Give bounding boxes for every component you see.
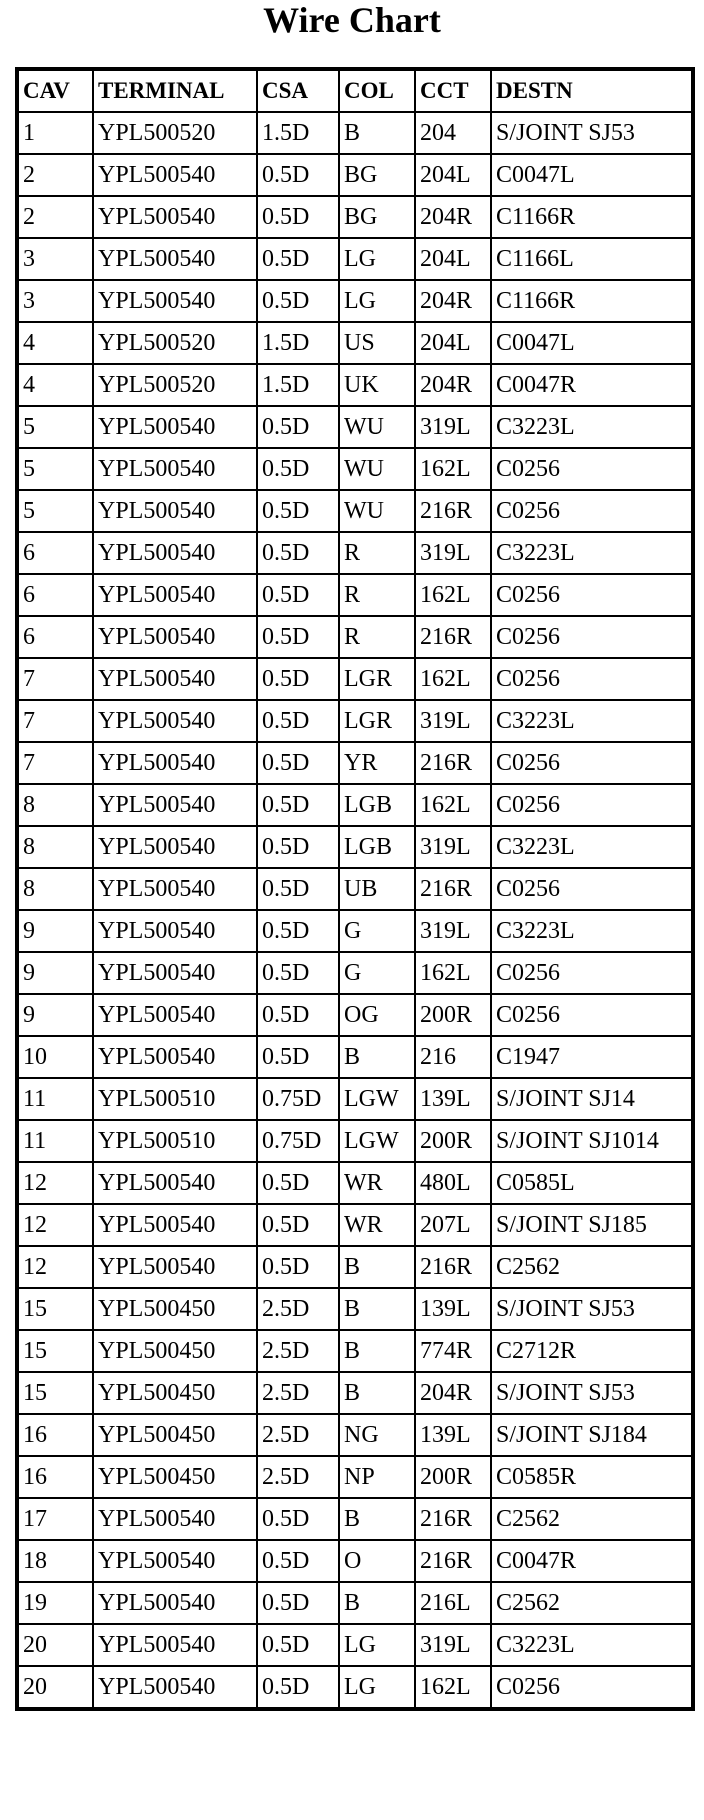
cell-destn: C0256 xyxy=(491,784,693,826)
cell-terminal: YPL500540 xyxy=(93,1204,257,1246)
cell-col: BG xyxy=(339,154,415,196)
cell-terminal: YPL500520 xyxy=(93,322,257,364)
table-row xyxy=(17,700,693,742)
cell-destn: C3223L xyxy=(491,910,693,952)
cell-cct: 204L xyxy=(415,238,491,280)
cell-col: NG xyxy=(339,1414,415,1456)
cell-cav: 5 xyxy=(17,448,93,490)
cell-col: B xyxy=(339,1288,415,1330)
table-row xyxy=(17,1582,693,1624)
cell-terminal: YPL500540 xyxy=(93,700,257,742)
table-row xyxy=(17,910,693,952)
cell-cct: 216R xyxy=(415,1540,491,1582)
cell-cct: 216R xyxy=(415,742,491,784)
table-row xyxy=(17,364,693,406)
cell-csa: 0.5D xyxy=(257,1666,339,1709)
cell-cct: 319L xyxy=(415,910,491,952)
cell-col: LG xyxy=(339,238,415,280)
cell-cav: 7 xyxy=(17,700,93,742)
table-row xyxy=(17,1246,693,1288)
table-row xyxy=(17,1162,693,1204)
cell-destn: C0256 xyxy=(491,490,693,532)
cell-csa: 0.5D xyxy=(257,826,339,868)
cell-cct: 216R xyxy=(415,868,491,910)
cell-col: LG xyxy=(339,280,415,322)
cell-terminal: YPL500540 xyxy=(93,868,257,910)
cell-terminal: YPL500540 xyxy=(93,952,257,994)
table-row xyxy=(17,448,693,490)
cell-cav: 8 xyxy=(17,868,93,910)
cell-col: G xyxy=(339,952,415,994)
cell-cav: 16 xyxy=(17,1456,93,1498)
cell-csa: 0.5D xyxy=(257,154,339,196)
cell-cav: 16 xyxy=(17,1414,93,1456)
cell-cct: 216R xyxy=(415,616,491,658)
cell-destn: C1166R xyxy=(491,196,693,238)
cell-col: LGB xyxy=(339,784,415,826)
cell-col: R xyxy=(339,616,415,658)
cell-destn: C3223L xyxy=(491,406,693,448)
cell-csa: 1.5D xyxy=(257,112,339,154)
table-row xyxy=(17,1120,693,1162)
cell-col: G xyxy=(339,910,415,952)
table-row xyxy=(17,532,693,574)
cell-cct: 204 xyxy=(415,112,491,154)
cell-csa: 2.5D xyxy=(257,1372,339,1414)
cell-cav: 2 xyxy=(17,154,93,196)
cell-csa: 0.75D xyxy=(257,1120,339,1162)
cell-col: LGR xyxy=(339,658,415,700)
cell-cav: 5 xyxy=(17,490,93,532)
cell-csa: 2.5D xyxy=(257,1330,339,1372)
cell-cav: 8 xyxy=(17,784,93,826)
cell-destn: C2562 xyxy=(491,1582,693,1624)
cell-cct: 200R xyxy=(415,994,491,1036)
cell-col: WU xyxy=(339,406,415,448)
cell-csa: 0.5D xyxy=(257,406,339,448)
table-row xyxy=(17,868,693,910)
cell-csa: 0.5D xyxy=(257,1036,339,1078)
table-row xyxy=(17,490,693,532)
cell-cct: 139L xyxy=(415,1078,491,1120)
cell-destn: C3223L xyxy=(491,532,693,574)
cell-cct: 162L xyxy=(415,658,491,700)
cell-destn: S/JOINT SJ53 xyxy=(491,1288,693,1330)
header-cct: CCT xyxy=(415,69,491,112)
cell-cav: 15 xyxy=(17,1288,93,1330)
cell-terminal: YPL500540 xyxy=(93,1582,257,1624)
cell-terminal: YPL500540 xyxy=(93,490,257,532)
cell-cav: 20 xyxy=(17,1624,93,1666)
cell-csa: 0.5D xyxy=(257,490,339,532)
cell-terminal: YPL500540 xyxy=(93,1498,257,1540)
cell-col: R xyxy=(339,574,415,616)
cell-col: WR xyxy=(339,1204,415,1246)
cell-destn: C0256 xyxy=(491,952,693,994)
cell-destn: C2562 xyxy=(491,1246,693,1288)
cell-cct: 216R xyxy=(415,490,491,532)
cell-terminal: YPL500540 xyxy=(93,826,257,868)
cell-csa: 0.5D xyxy=(257,742,339,784)
cell-cct: 200R xyxy=(415,1456,491,1498)
cell-destn: C0256 xyxy=(491,742,693,784)
cell-csa: 0.5D xyxy=(257,280,339,322)
cell-cct: 139L xyxy=(415,1414,491,1456)
cell-destn: S/JOINT SJ1014 xyxy=(491,1120,693,1162)
cell-cct: 162L xyxy=(415,784,491,826)
table-row xyxy=(17,1036,693,1078)
cell-destn: C0585L xyxy=(491,1162,693,1204)
table-body xyxy=(17,112,693,1709)
cell-csa: 0.75D xyxy=(257,1078,339,1120)
cell-csa: 0.5D xyxy=(257,1582,339,1624)
cell-cav: 6 xyxy=(17,532,93,574)
cell-col: LG xyxy=(339,1624,415,1666)
table-row xyxy=(17,1204,693,1246)
cell-terminal: YPL500540 xyxy=(93,658,257,700)
cell-cct: 480L xyxy=(415,1162,491,1204)
cell-csa: 2.5D xyxy=(257,1456,339,1498)
cell-col: B xyxy=(339,112,415,154)
cell-cav: 17 xyxy=(17,1498,93,1540)
table-row xyxy=(17,952,693,994)
cell-col: UK xyxy=(339,364,415,406)
cell-destn: C0256 xyxy=(491,658,693,700)
cell-cav: 11 xyxy=(17,1120,93,1162)
cell-csa: 2.5D xyxy=(257,1288,339,1330)
cell-terminal: YPL500540 xyxy=(93,1540,257,1582)
cell-col: LGR xyxy=(339,700,415,742)
cell-col: LGB xyxy=(339,826,415,868)
cell-terminal: YPL500540 xyxy=(93,154,257,196)
cell-cct: 216R xyxy=(415,1246,491,1288)
cell-csa: 0.5D xyxy=(257,868,339,910)
cell-cav: 20 xyxy=(17,1666,93,1709)
cell-cav: 4 xyxy=(17,322,93,364)
cell-cav: 3 xyxy=(17,280,93,322)
cell-col: B xyxy=(339,1372,415,1414)
cell-cct: 319L xyxy=(415,406,491,448)
cell-destn: C0256 xyxy=(491,994,693,1036)
header-col: COL xyxy=(339,69,415,112)
table-row xyxy=(17,1498,693,1540)
cell-csa: 0.5D xyxy=(257,196,339,238)
cell-cct: 774R xyxy=(415,1330,491,1372)
wire-chart-table xyxy=(15,67,695,1711)
cell-cav: 9 xyxy=(17,910,93,952)
cell-destn: C1166R xyxy=(491,280,693,322)
cell-terminal: YPL500540 xyxy=(93,1036,257,1078)
cell-cav: 18 xyxy=(17,1540,93,1582)
cell-csa: 0.5D xyxy=(257,1624,339,1666)
cell-destn: C2712R xyxy=(491,1330,693,1372)
cell-cav: 19 xyxy=(17,1582,93,1624)
table-row xyxy=(17,784,693,826)
cell-col: WU xyxy=(339,490,415,532)
cell-terminal: YPL500450 xyxy=(93,1372,257,1414)
cell-destn: S/JOINT SJ53 xyxy=(491,112,693,154)
cell-csa: 0.5D xyxy=(257,700,339,742)
cell-terminal: YPL500540 xyxy=(93,784,257,826)
cell-cct: 204L xyxy=(415,322,491,364)
cell-terminal: YPL500540 xyxy=(93,742,257,784)
cell-destn: C2562 xyxy=(491,1498,693,1540)
cell-col: B xyxy=(339,1330,415,1372)
cell-cct: 162L xyxy=(415,952,491,994)
cell-col: WR xyxy=(339,1162,415,1204)
cell-csa: 0.5D xyxy=(257,1540,339,1582)
cell-csa: 0.5D xyxy=(257,616,339,658)
cell-csa: 0.5D xyxy=(257,994,339,1036)
cell-col: B xyxy=(339,1036,415,1078)
cell-terminal: YPL500450 xyxy=(93,1414,257,1456)
cell-csa: 0.5D xyxy=(257,784,339,826)
cell-destn: C0047R xyxy=(491,1540,693,1582)
cell-col: B xyxy=(339,1582,415,1624)
cell-col: OG xyxy=(339,994,415,1036)
cell-cav: 4 xyxy=(17,364,93,406)
cell-cav: 6 xyxy=(17,616,93,658)
table-row xyxy=(17,406,693,448)
cell-cav: 9 xyxy=(17,952,93,994)
header-terminal: TERMINAL xyxy=(93,69,257,112)
cell-csa: 0.5D xyxy=(257,238,339,280)
cell-terminal: YPL500520 xyxy=(93,364,257,406)
cell-cav: 1 xyxy=(17,112,93,154)
table-row xyxy=(17,322,693,364)
cell-csa: 0.5D xyxy=(257,448,339,490)
cell-terminal: YPL500540 xyxy=(93,1666,257,1709)
cell-cct: 162L xyxy=(415,574,491,616)
cell-cav: 6 xyxy=(17,574,93,616)
table-row xyxy=(17,616,693,658)
cell-terminal: YPL500450 xyxy=(93,1330,257,1372)
cell-terminal: YPL500520 xyxy=(93,112,257,154)
cell-destn: C0047L xyxy=(491,322,693,364)
cell-destn: C1166L xyxy=(491,238,693,280)
table-row xyxy=(17,1456,693,1498)
cell-terminal: YPL500540 xyxy=(93,406,257,448)
table-row xyxy=(17,1624,693,1666)
cell-terminal: YPL500540 xyxy=(93,196,257,238)
table-row xyxy=(17,1540,693,1582)
cell-cav: 5 xyxy=(17,406,93,448)
cell-csa: 0.5D xyxy=(257,658,339,700)
cell-cav: 10 xyxy=(17,1036,93,1078)
header-csa: CSA xyxy=(257,69,339,112)
cell-destn: S/JOINT SJ185 xyxy=(491,1204,693,1246)
table-row xyxy=(17,1288,693,1330)
cell-col: B xyxy=(339,1498,415,1540)
cell-destn: C0047R xyxy=(491,364,693,406)
cell-terminal: YPL500510 xyxy=(93,1120,257,1162)
cell-destn: C0585R xyxy=(491,1456,693,1498)
cell-terminal: YPL500540 xyxy=(93,532,257,574)
table-row xyxy=(17,196,693,238)
cell-destn: C0256 xyxy=(491,1666,693,1709)
cell-cav: 9 xyxy=(17,994,93,1036)
header-destn: DESTN xyxy=(491,69,693,112)
cell-cav: 15 xyxy=(17,1330,93,1372)
table-row xyxy=(17,574,693,616)
cell-cct: 216 xyxy=(415,1036,491,1078)
cell-destn: C1947 xyxy=(491,1036,693,1078)
cell-csa: 1.5D xyxy=(257,364,339,406)
table-row xyxy=(17,994,693,1036)
cell-destn: C0256 xyxy=(491,868,693,910)
table-row xyxy=(17,658,693,700)
cell-cct: 139L xyxy=(415,1288,491,1330)
cell-col: NP xyxy=(339,1456,415,1498)
cell-csa: 0.5D xyxy=(257,910,339,952)
cell-destn: C0256 xyxy=(491,574,693,616)
cell-terminal: YPL500540 xyxy=(93,994,257,1036)
cell-terminal: YPL500450 xyxy=(93,1456,257,1498)
cell-cav: 3 xyxy=(17,238,93,280)
cell-cav: 12 xyxy=(17,1204,93,1246)
cell-csa: 0.5D xyxy=(257,1498,339,1540)
cell-col: LG xyxy=(339,1666,415,1709)
cell-destn: S/JOINT SJ14 xyxy=(491,1078,693,1120)
cell-terminal: YPL500540 xyxy=(93,1162,257,1204)
cell-col: YR xyxy=(339,742,415,784)
cell-cav: 2 xyxy=(17,196,93,238)
table-row xyxy=(17,238,693,280)
cell-terminal: YPL500540 xyxy=(93,280,257,322)
cell-cct: 319L xyxy=(415,826,491,868)
cell-terminal: YPL500540 xyxy=(93,910,257,952)
table-row xyxy=(17,742,693,784)
cell-col: US xyxy=(339,322,415,364)
cell-cav: 7 xyxy=(17,742,93,784)
table-row xyxy=(17,1372,693,1414)
cell-cct: 200R xyxy=(415,1120,491,1162)
table-row xyxy=(17,154,693,196)
cell-cct: 162L xyxy=(415,448,491,490)
cell-destn: C3223L xyxy=(491,1624,693,1666)
cell-csa: 0.5D xyxy=(257,1246,339,1288)
cell-col: B xyxy=(339,1246,415,1288)
cell-cct: 204L xyxy=(415,154,491,196)
cell-terminal: YPL500540 xyxy=(93,574,257,616)
table-row xyxy=(17,826,693,868)
cell-csa: 0.5D xyxy=(257,574,339,616)
header-cav: CAV xyxy=(17,69,93,112)
cell-cct: 319L xyxy=(415,700,491,742)
cell-csa: 0.5D xyxy=(257,1204,339,1246)
cell-destn: C0256 xyxy=(491,448,693,490)
cell-terminal: YPL500540 xyxy=(93,1624,257,1666)
cell-col: UB xyxy=(339,868,415,910)
cell-cav: 8 xyxy=(17,826,93,868)
table-row xyxy=(17,280,693,322)
cell-destn: C0256 xyxy=(491,616,693,658)
cell-csa: 1.5D xyxy=(257,322,339,364)
cell-col: LGW xyxy=(339,1120,415,1162)
cell-cct: 204R xyxy=(415,196,491,238)
cell-cav: 11 xyxy=(17,1078,93,1120)
cell-terminal: YPL500540 xyxy=(93,1246,257,1288)
cell-cav: 12 xyxy=(17,1246,93,1288)
cell-cav: 15 xyxy=(17,1372,93,1414)
cell-cct: 204R xyxy=(415,364,491,406)
cell-cav: 12 xyxy=(17,1162,93,1204)
cell-cav: 7 xyxy=(17,658,93,700)
cell-csa: 0.5D xyxy=(257,952,339,994)
cell-col: WU xyxy=(339,448,415,490)
cell-col: O xyxy=(339,1540,415,1582)
cell-col: BG xyxy=(339,196,415,238)
cell-terminal: YPL500510 xyxy=(93,1078,257,1120)
cell-destn: C0047L xyxy=(491,154,693,196)
cell-csa: 0.5D xyxy=(257,532,339,574)
page-title: Wire Chart xyxy=(263,0,441,40)
cell-csa: 0.5D xyxy=(257,1162,339,1204)
cell-destn: C3223L xyxy=(491,700,693,742)
cell-cct: 319L xyxy=(415,532,491,574)
cell-terminal: YPL500540 xyxy=(93,448,257,490)
table-header-row xyxy=(17,69,693,112)
cell-cct: 319L xyxy=(415,1624,491,1666)
cell-cct: 216R xyxy=(415,1498,491,1540)
table-row xyxy=(17,1414,693,1456)
cell-cct: 216L xyxy=(415,1582,491,1624)
cell-cct: 162L xyxy=(415,1666,491,1709)
cell-col: LGW xyxy=(339,1078,415,1120)
table-row xyxy=(17,1078,693,1120)
cell-destn: S/JOINT SJ184 xyxy=(491,1414,693,1456)
table-row xyxy=(17,112,693,154)
cell-destn: S/JOINT SJ53 xyxy=(491,1372,693,1414)
cell-destn: C3223L xyxy=(491,826,693,868)
cell-col: R xyxy=(339,532,415,574)
cell-cct: 207L xyxy=(415,1204,491,1246)
table-row xyxy=(17,1330,693,1372)
cell-terminal: YPL500540 xyxy=(93,238,257,280)
table-row xyxy=(17,1666,693,1709)
cell-terminal: YPL500540 xyxy=(93,616,257,658)
cell-cct: 204R xyxy=(415,1372,491,1414)
cell-terminal: YPL500450 xyxy=(93,1288,257,1330)
cell-csa: 2.5D xyxy=(257,1414,339,1456)
cell-cct: 204R xyxy=(415,280,491,322)
